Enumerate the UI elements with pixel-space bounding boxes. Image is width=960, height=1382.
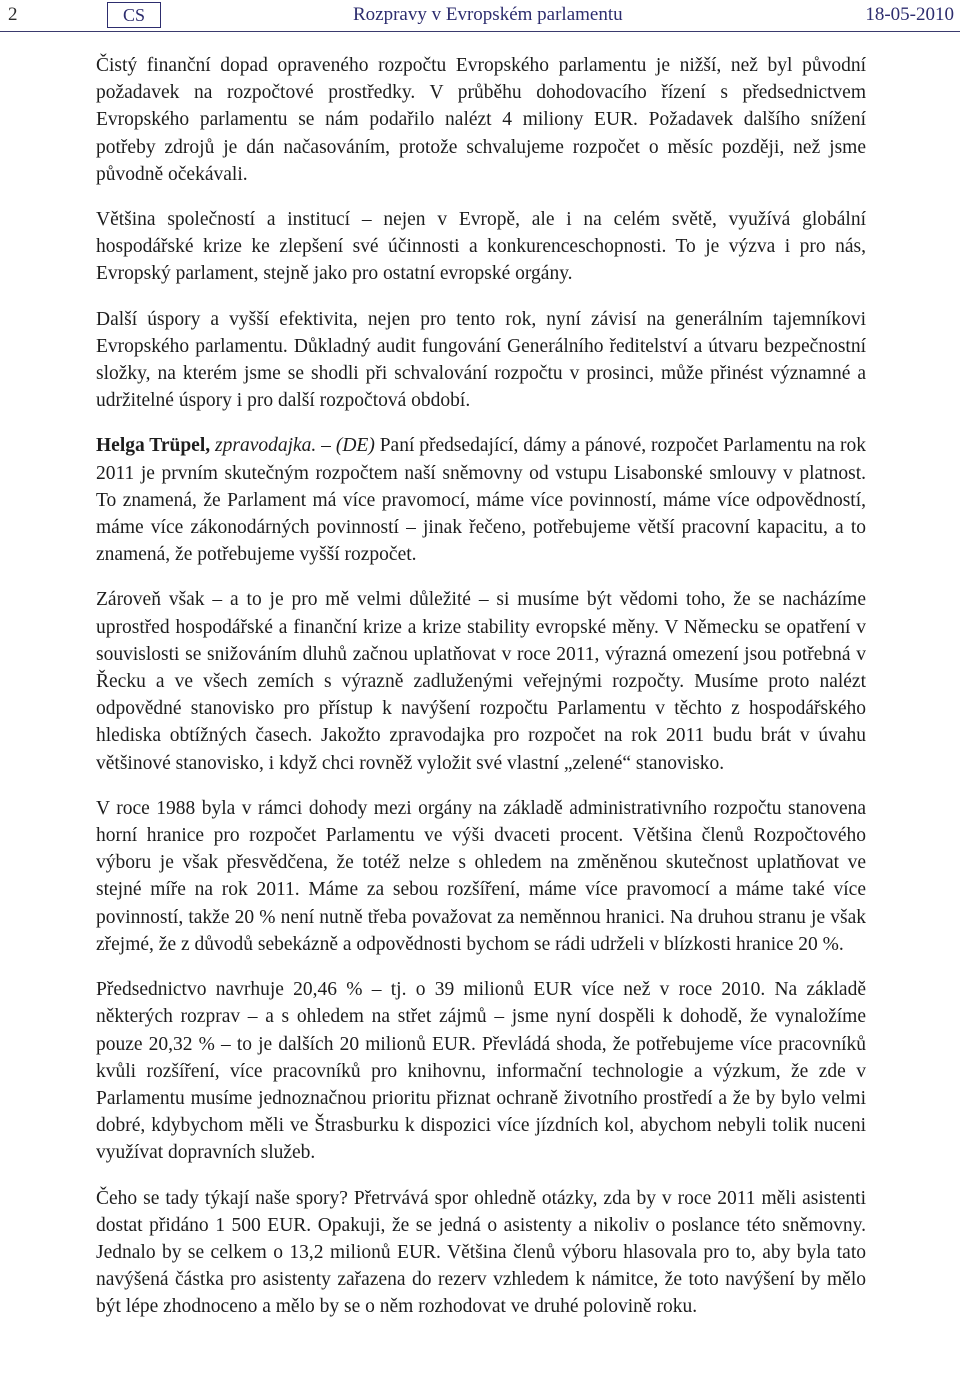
speech-language: (DE)	[335, 435, 375, 457]
paragraph-3: Další úspory a vyšší efektivita, nejen pro tento rok, nyní závisí na generálním tajemníkovi Evropského parlamentu. Důkladný audit fungování Generálního ředitelství a útvaru bezpečnostní složky, na kterém jsme se shodli při schvalování rozpočtu v prosinci, může přinést významné a udržitelné úspory i pro další rozpočtová období.	[96, 308, 866, 412]
paragraph-2: Většina společností a institucí – nejen v Evropě, ale i na celém světě, využívá globální hospodářské krize ke zlepšení své účinnosti a konkurenceschopnosti. To je výzva i pro nás, Evropský parlament, stejně jako pro ostatní evropské orgány.	[96, 209, 866, 285]
speaker-role: zpravodajka.	[215, 435, 317, 457]
page-header	[0, 0, 960, 32]
document-body	[96, 52, 866, 1339]
document-title: Rozpravy v Evropském parlamentu	[353, 4, 623, 25]
document-date: 18-05-2010	[865, 4, 954, 25]
paragraph-1: Čistý finanční dopad opraveného rozpočtu Evropského parlamentu je nižší, než byl původní požadavek na rozpočtové prostředky. V průběhu dohodovacího řízení s předsednictvem Evropského parlamentu se nám podařilo nalézt 4 miliony EUR. Požadavek dalšího snížení potřeby zdrojů je dán načasováním, protože schvalujeme rozpočet o měsíc později, než jsme původně očekávali.	[96, 55, 866, 185]
paragraph-8: Čeho se tady týkají naše spory? Přetrvává spor ohledně otázky, zda by v roce 2011 měli asistenti dostat přidáno 1 500 EUR. Opakuji, že se jedná o asistenty a nikoliv o poslance této sněmovny. Jednalo by se celkem o 13,2 milionů EUR. Většina členů výboru hlasovala pro to, aby byla tato navýšená částka pro asistenty zařazena do rezerv vzhledem k námitce, že toto navýšení by mělo být lépe zhodnoceno a mělo by se o něm rozhodovat ve druhé polovině roku.	[96, 1187, 866, 1318]
language-badge: CS	[107, 2, 161, 28]
speech-paragraph	[96, 432, 866, 568]
speaker-name: Helga Trüpel,	[96, 435, 211, 457]
paragraph-7: Předsednictvo navrhuje 20,46 % – tj. o 39 milionů EUR více než v roce 2010. Na základě některých rozprav – a s ohledem na střet zájmů – jsme nyní dospěli k dohodě, že vynaložíme pouze 20,32 % – to je dalších 20 milionů EUR. Převládá shoda, že potřebujeme více pracovníků kvůli rozšíření, více pracovníků pro knihovnu, informační technologie a výzkum, že zde v Parlamentu musíme jednoznačnou prioritu přiznat ochraně životního prostředí a že by bylo velmi dobré, kdybychom měli ve Štrasburku k dispozici více jízdních kol, abychom nebyli tolik nuceni využívat dopravních služeb.	[96, 979, 866, 1164]
page-number: 2	[8, 4, 18, 25]
speech-text: Paní předsedající, dámy a pánové, rozpočet Parlamentu na rok 2011 je prvním skutečným rozpočtem naší sněmovny od vstupu Lisabonské smlouvy v platnost. To znamená, že Parlament má více pravomocí, máme více povinností, máme více odpovědností, máme více zákonodárných povinností – jinak řečeno, potřebujeme větší pracovní kapacitu, a to znamená, že potřebujeme vyšší rozpočet.	[96, 435, 867, 566]
speech-dash: –	[316, 435, 336, 457]
paragraph-5: Zároveň však – a to je pro mě velmi důležité – si musíme být vědomi toho, že se nacházíme uprostřed hospodářské a finanční krize a krize stability evropské měny. V Německu se opatření v souvislosti se snižováním dluhů začnou uplatňovat v roce 2011, výrazná omezení jsou potřebná v Řecku a ve všech zemích s výrazně zadluženými veřejnými rozpočty. Musíme proto nalézt odpovědné stanovisko pro přístup k navýšení rozpočtu Parlamentu v těchto z hospodářského hlediska obtížných časech. Jakožto zpravodajka pro rozpočet na rok 2011 budu brát v úvahu většinové stanovisko, i když chci rovněž vyložit své vlastní „zelené“ stanovisko.	[96, 589, 866, 774]
paragraph-6: V roce 1988 byla v rámci dohody mezi orgány na základě administrativního rozpočtu stanovena horní hranice pro rozpočet Parlamentu ve výši dvaceti procent. Většina členů Rozpočtového výboru je však přesvědčena, že totéž nelze s ohledem na změněnou skutečnost uplatňovat ve stejné míře na rok 2011. Máme za sebou rozšíření, máme více pravomocí a máme také více povinností, takže 20 % není nutně třeba považovat za neměnnou hranici. Na druhou stranu je však zřejmé, že z důvodů sebekázně a odpovědnosti bychom se rádi udrželi v blízkosti hranice 20 %.	[96, 797, 866, 955]
